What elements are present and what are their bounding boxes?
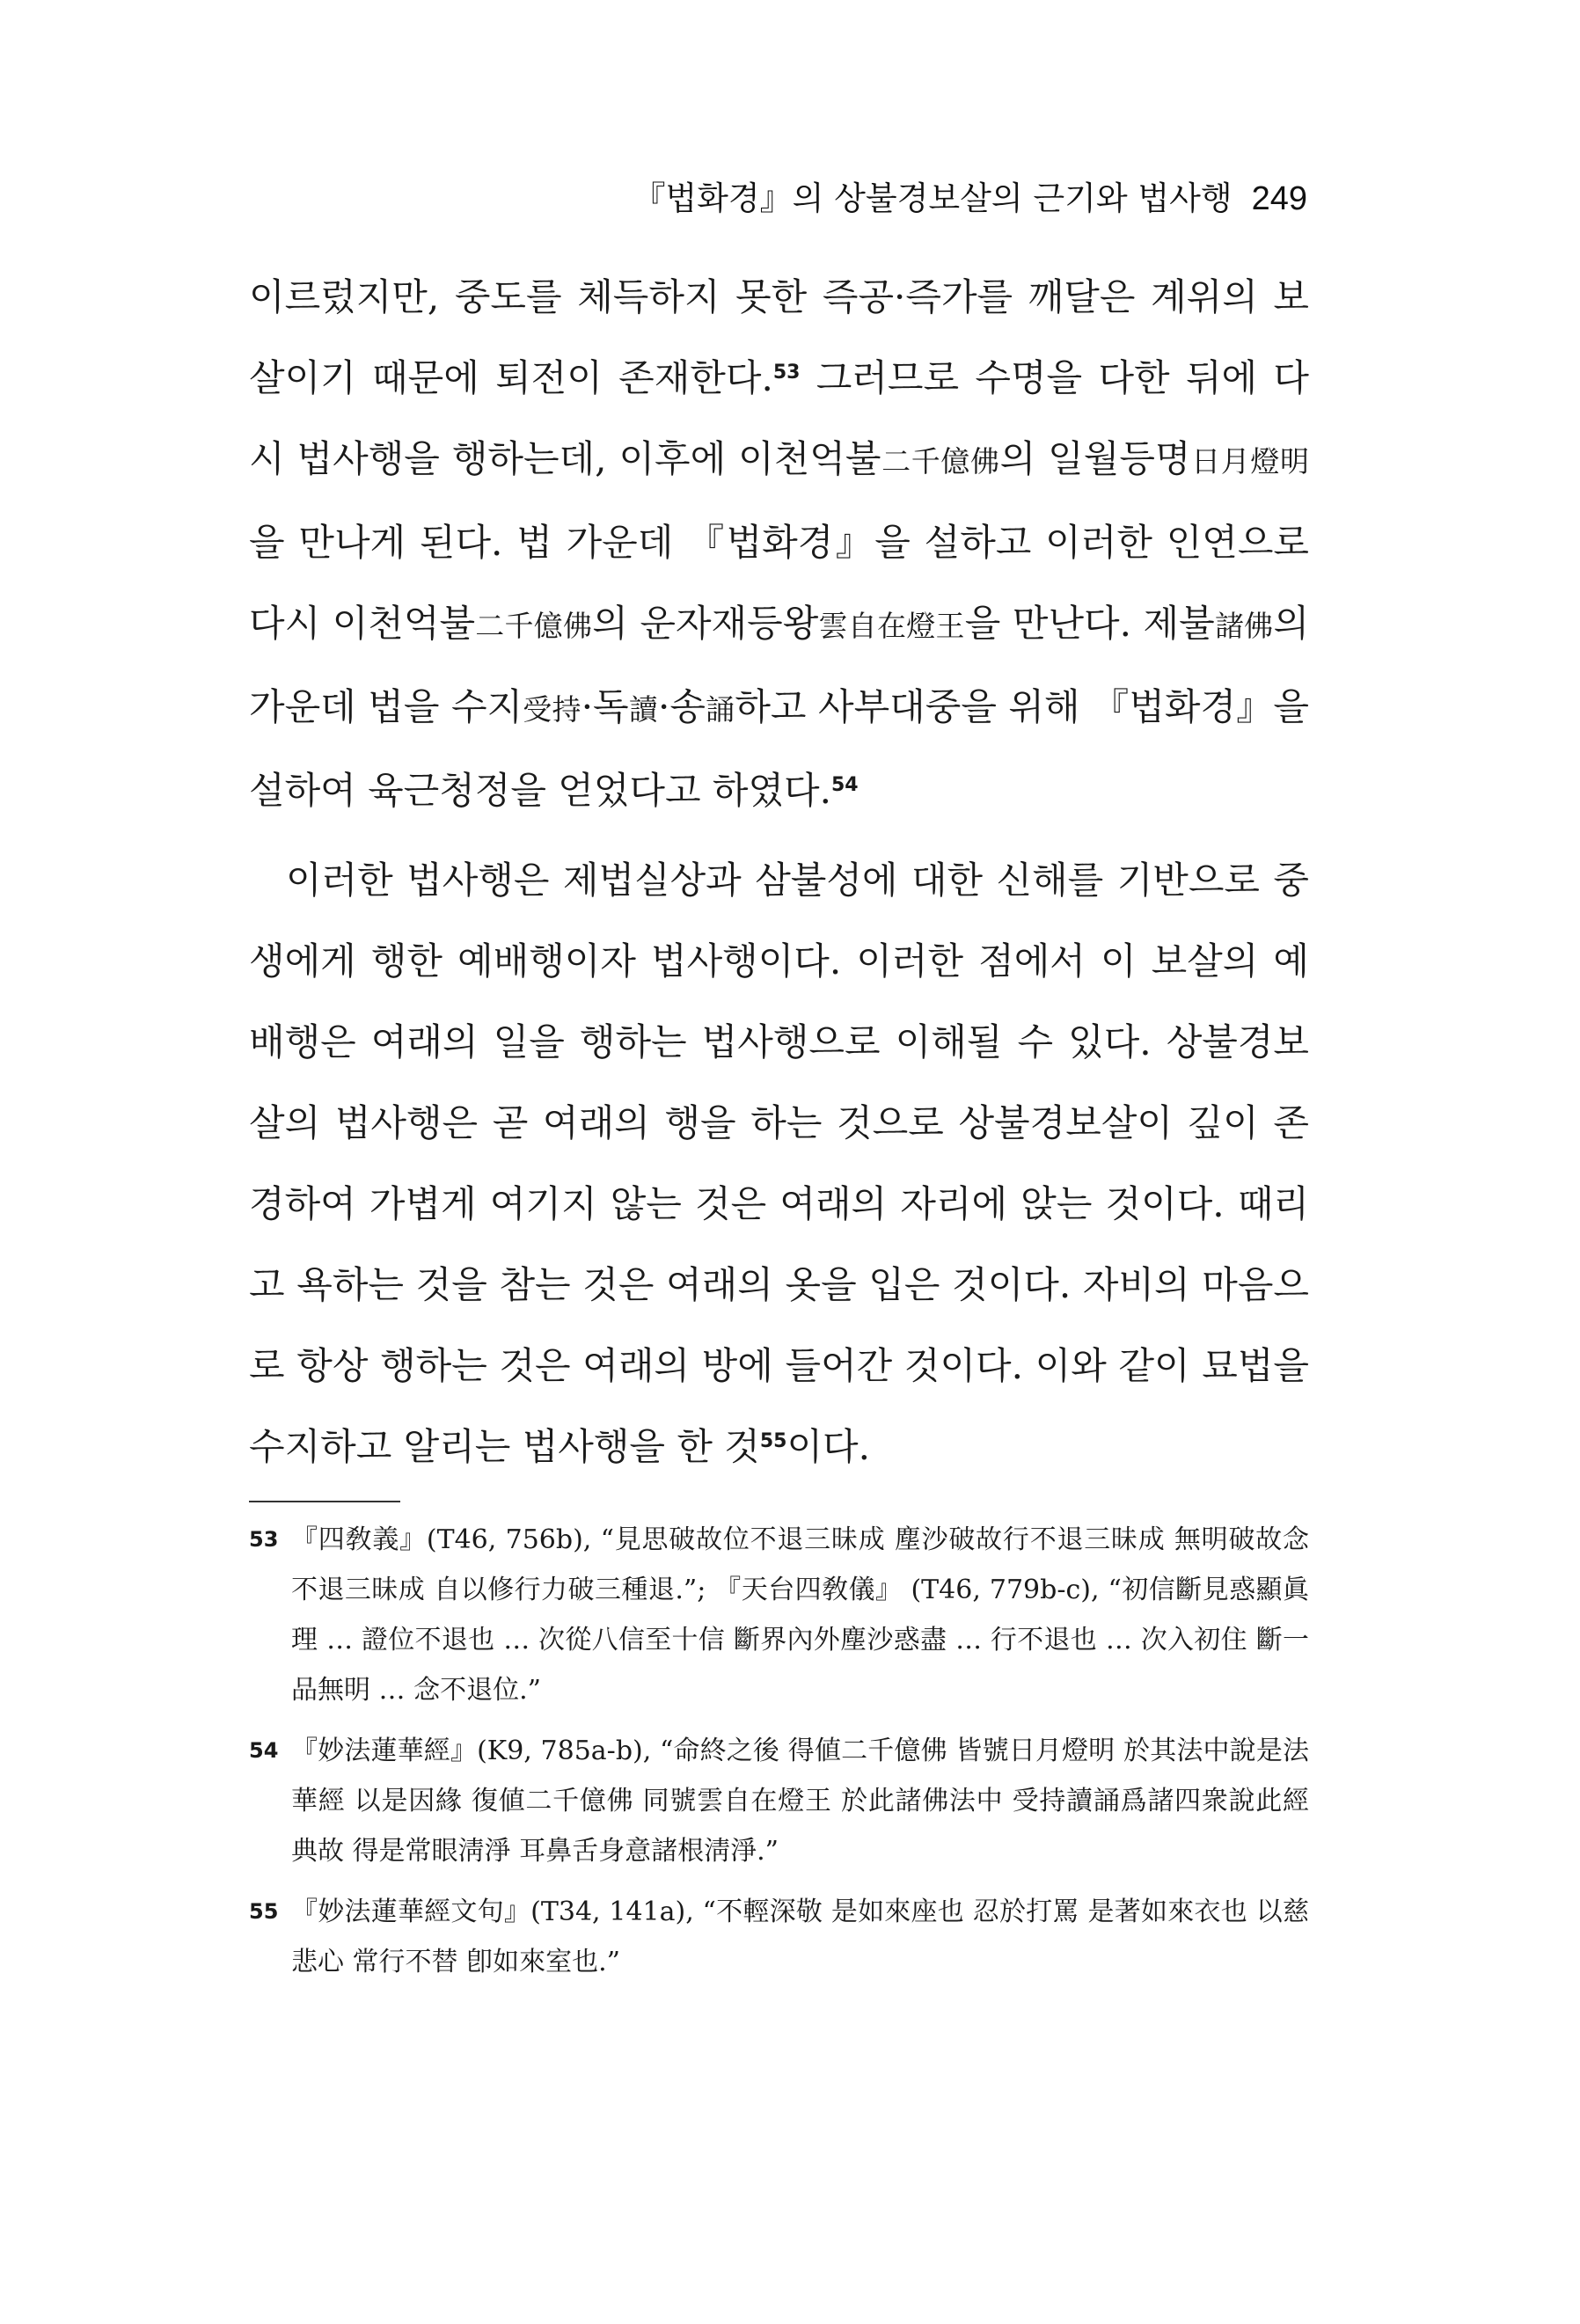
text-run: ·독 [581, 685, 629, 728]
text-run: 의 운자재등왕 [592, 602, 819, 645]
footnote-text: 『妙法蓮華經文句』(T34, 141a), “不輕深敬 是如來座也 忍於打罵 是著如來衣也 以慈悲心 常行不替 卽如來室也.” [291, 1896, 1309, 1977]
hanja-gloss: 雲自在燈王 [818, 609, 965, 643]
footnote-number: 55 [249, 1899, 279, 1924]
page-number: 249 [1251, 180, 1307, 217]
footnotes [249, 1515, 1309, 1998]
paragraph-2 [249, 840, 1309, 1487]
text-run: 하고 사부대중을 위해 『법화경』을 설하여 육근청정을 얻었다고 하였다. [249, 685, 1309, 812]
text-run: 의 가운데 법을 수지 [249, 602, 1310, 728]
footnote-ref-55[interactable]: 55 [759, 1430, 787, 1452]
paragraph-1 [249, 257, 1309, 831]
text-run: 을 만나게 된다. 법 가운데 『법화경』을 설하고 이러한 인연으로 다시 이천억불 [249, 521, 1309, 645]
hanja-gloss: 誦 [705, 692, 735, 727]
text-run: 이러한 법사행은 제법실상과 삼불성에 대한 신해를 기반으로 중생에게 행한 예배행이자 법사행이다. 이러한 점에서 이 보살의 예배행은 여래의 일을 행하는 법사행으로 이해될 수 있다. 상불경보살의 법사행은 곧 여래의 행을 하는 것으로 상불경보살이 깊이 존경하여 가볍게 여기지 않는 것은 여래의 자리에 앉는 것이다. 때리고 욕하는 것을 참는 것은 여래의 옷을 입은 것이다. 자비의 마음으로 항상 행하는 것은 여래의 방에 들어간 것이다. 이와 같이 묘법을 수지하고 알리는 법사행을 한 것 [249, 859, 1309, 1468]
text-run: 이르렀지만, 중도를 체득하지 못한 즉공·즉가를 깨달은 계위의 보살이기 때문에 퇴전이 존재한다. [249, 275, 1309, 399]
text-run: 이다. [786, 1425, 870, 1468]
hanja-gloss: 諸佛 [1214, 609, 1274, 643]
footnote-separator [249, 1501, 400, 1502]
footnote-54 [249, 1726, 1309, 1876]
footnote-text: 『妙法蓮華經』(K9, 785a-b), “命終之後 得値二千億佛 皆號日月燈明 於其法中說是法華經 以是因緣 復値二千億佛 同號雲自在燈王 於此諸佛法中 受持讀誦爲諸四衆說此經典故 得是常眼淸淨 耳鼻舌身意諸根淸淨.” [291, 1736, 1309, 1867]
hanja-gloss: 日月燈明 [1190, 444, 1310, 479]
footnote-55 [249, 1887, 1309, 1987]
hanja-gloss: 二千億佛 [475, 609, 593, 643]
running-header [176, 172, 1307, 219]
text-run: ·송 [658, 685, 706, 728]
hanja-gloss: 讀 [628, 692, 659, 727]
footnote-ref-54[interactable]: 54 [830, 774, 859, 796]
text-run: 그러므로 수명을 다한 뒤에 다시 법사행을 행하는데, 이후에 이천억불 [249, 356, 1309, 480]
main-text [249, 257, 1309, 1487]
text-run: 을 만난다. 제불 [964, 602, 1215, 645]
footnote-number: 53 [249, 1527, 279, 1552]
footnote-text: 『四敎義』(T46, 756b), “見思破故位不退三昧成 塵沙破故行不退三昧成 無明破故念不退三昧成 自以修行力破三種退.”; 『天台四敎儀』 (T46, 779b-c), “初信斷見惑顯眞理 … 證位不退也 … 次從八信至十信 斷界內外塵沙惑盡 … 行不退也 … 次入初住 斷一品無明 … 念不退位.” [291, 1524, 1309, 1706]
hanja-gloss: 受持 [523, 692, 582, 727]
hanja-gloss: 二千億佛 [881, 444, 1000, 479]
running-title: 『법화경』의 상불경보살의 근기와 법사행 [633, 179, 1233, 217]
text-run: 의 일월등명 [999, 437, 1191, 480]
footnote-ref-53[interactable]: 53 [772, 362, 801, 384]
footnote-53 [249, 1515, 1309, 1715]
footnote-number: 54 [249, 1738, 279, 1763]
